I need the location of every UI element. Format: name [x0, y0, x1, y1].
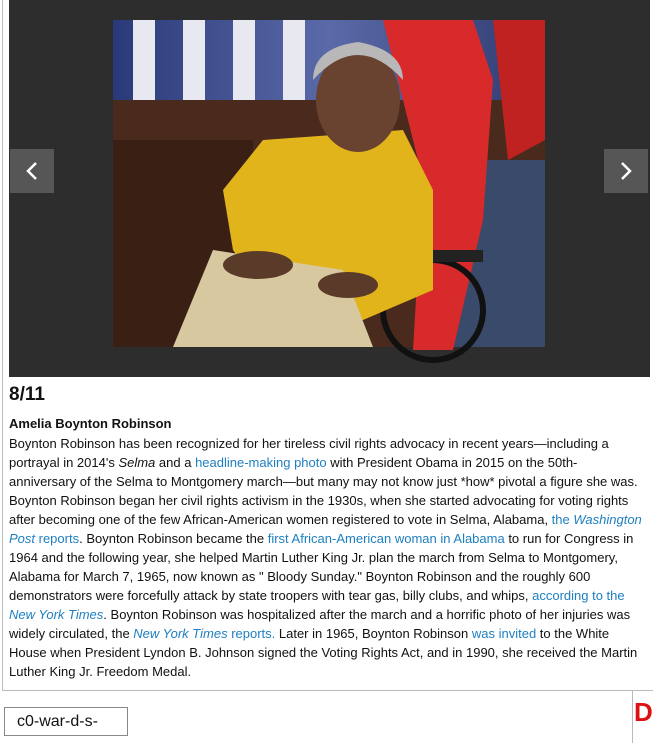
chevron-left-icon: [25, 161, 39, 181]
first-woman-alabama-link[interactable]: first African-American woman in Alabama: [267, 531, 505, 546]
ad-text: D: [634, 697, 653, 727]
caption-text: Boynton Robinson has been recognized for her tireless civil rights advocacy in recent years—including a portrayal in 2014's: [9, 436, 609, 470]
section-divider: [2, 690, 632, 691]
link-text: the: [551, 512, 574, 527]
caption-text: . Boynton Robinson became the: [79, 531, 268, 546]
link-text: reports.: [227, 626, 276, 641]
caption-text: to run for Congress in 1964 and the following year, she helped Martin Luther King Jr. plan the march from Selma to Montgomery, Alabama for March 7, 1965, now known as " Bloody Sunday." Boynton Robinson and the roughly 600 demonstrators were forcefully attack by state troopers with tear gas, billy clubs, and whips,: [9, 531, 634, 603]
slide-counter: 8/11: [9, 384, 45, 405]
caption-text: to the White House when President Lyndon B. Johnson signed the Voting Rights Act, and in 1990, she received the Martin Luther King Jr. Freedom Medal.: [9, 626, 638, 679]
caption-body: [9, 434, 644, 681]
link-text: reports: [35, 531, 80, 546]
slideshow-stage: [9, 0, 650, 377]
caption-text: with President Obama in 2015 on the 50th-anniversary of the Selma to Montgomery march—but many may not know just *how* pivotal a figure she was. Boynton Robinson began her civil rights activism in the 1930s, when she started advocating for voting rights after becoming one of the few African-American women registered to vote in Selma, Alabama,: [9, 455, 638, 527]
headline-photo-link[interactable]: headline-making photo: [195, 455, 327, 470]
caption-text: . Boynton Robinson was hospitalized after the march and a horrific photo of her injuries was widely circulated, the: [9, 607, 631, 641]
caption-text: Later in 1965, Boynton Robinson: [275, 626, 472, 641]
ad-divider: [632, 690, 633, 743]
slide-photo: [113, 20, 545, 347]
link-italic: New York Times: [133, 626, 228, 641]
chevron-right-icon: [619, 161, 633, 181]
previous-slide-button[interactable]: [10, 149, 54, 193]
next-slide-button[interactable]: [604, 149, 648, 193]
nyt-reports-link[interactable]: [133, 626, 275, 641]
ad-banner[interactable]: [634, 697, 653, 743]
photo-illustration: [113, 20, 545, 347]
caption-italic-title: Selma: [118, 455, 156, 470]
captcha-input[interactable]: [4, 707, 128, 736]
link-italic: New York Times: [9, 607, 104, 622]
caption-title: Amelia Boynton Robinson: [9, 416, 172, 431]
caption-text: and a: [155, 455, 196, 470]
link-italic: Washington Post: [9, 512, 642, 546]
was-invited-link[interactable]: was invited: [471, 626, 537, 641]
link-text: according to the: [532, 588, 625, 603]
